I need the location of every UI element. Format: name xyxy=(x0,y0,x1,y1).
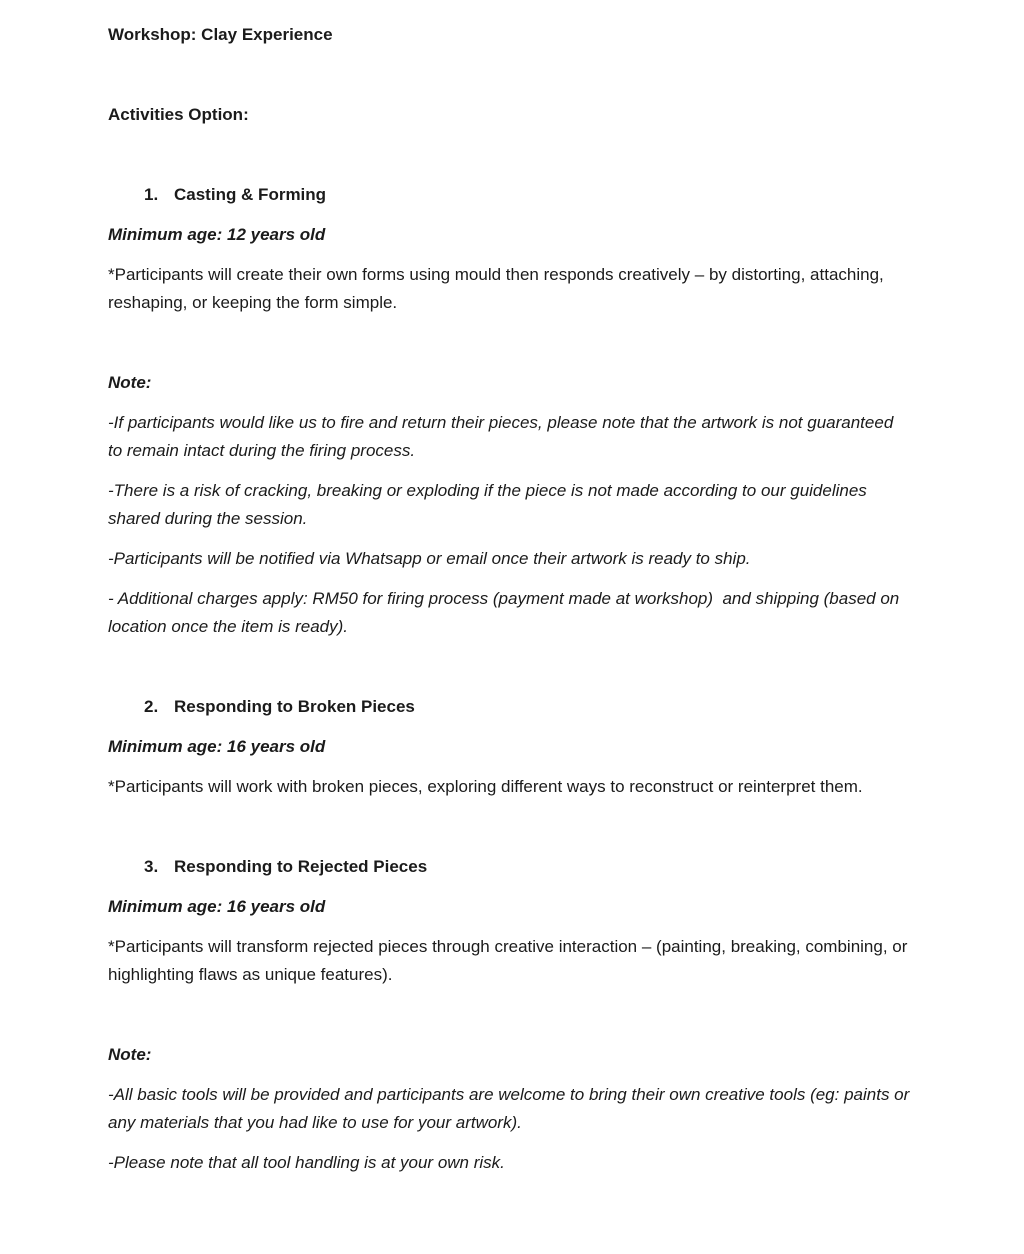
activities-heading: Activities Option: xyxy=(108,105,249,124)
blank-line xyxy=(108,141,912,181)
note-1-line-3: -Participants will be notified via Whatsapp or email once their artwork is ready to ship. xyxy=(108,549,751,568)
activity-3-number: 3. xyxy=(144,857,159,876)
note-2-line-1: -All basic tools will be provided and participants are welcome to bring their own creative tools (eg: paints or any materials that you had like to use for your artwork). xyxy=(108,1085,915,1132)
note-1-label: Note: xyxy=(108,373,152,392)
blank-line xyxy=(108,1001,912,1041)
activity-1-heading xyxy=(108,181,912,209)
note-1-line-4: - Additional charges apply: RM50 for firing process (payment made at workshop) and shipping (based on location once the item is ready). xyxy=(108,589,904,636)
note-2-line-2: -Please note that all tool handling is at your own risk. xyxy=(108,1153,505,1172)
blank-line xyxy=(108,653,912,693)
activity-2-description: *Participants will work with broken pieces, exploring different ways to reconstruct or reinterpret them. xyxy=(108,777,863,796)
blank-line xyxy=(108,61,912,101)
activity-1-description: *Participants will create their own forms using mould then responds creatively – by distorting, attaching, reshaping, or keeping the form simple. xyxy=(108,265,889,312)
activity-1-min-age: Minimum age: 12 years old xyxy=(108,225,326,244)
blank-line xyxy=(108,329,912,369)
note-1-line-2: -There is a risk of cracking, breaking or exploding if the piece is not made according to our guidelines shared during the session. xyxy=(108,481,872,528)
activity-2-min-age: Minimum age: 16 years old xyxy=(108,737,326,756)
activity-2-number: 2. xyxy=(144,697,159,716)
document-title: Workshop: Clay Experience xyxy=(108,25,333,44)
note-1-line-1: -If participants would like us to fire and return their pieces, please note that the artwork is not guaranteed to remain intact during the firing process. xyxy=(108,413,899,460)
activity-2-title: Responding to Broken Pieces xyxy=(174,697,415,716)
activity-3-title: Responding to Rejected Pieces xyxy=(174,857,428,876)
activity-1-number: 1. xyxy=(144,185,159,204)
activity-1-title: Casting & Forming xyxy=(174,185,327,204)
activity-3-min-age: Minimum age: 16 years old xyxy=(108,897,326,916)
activity-3-description: *Participants will transform rejected pieces through creative interaction – (painting, breaking, combining, or highlighting flaws as unique features). xyxy=(108,937,913,984)
activity-2-heading xyxy=(108,693,912,721)
activity-3-heading xyxy=(108,853,912,881)
blank-line xyxy=(108,813,912,853)
note-2-label: Note: xyxy=(108,1045,152,1064)
